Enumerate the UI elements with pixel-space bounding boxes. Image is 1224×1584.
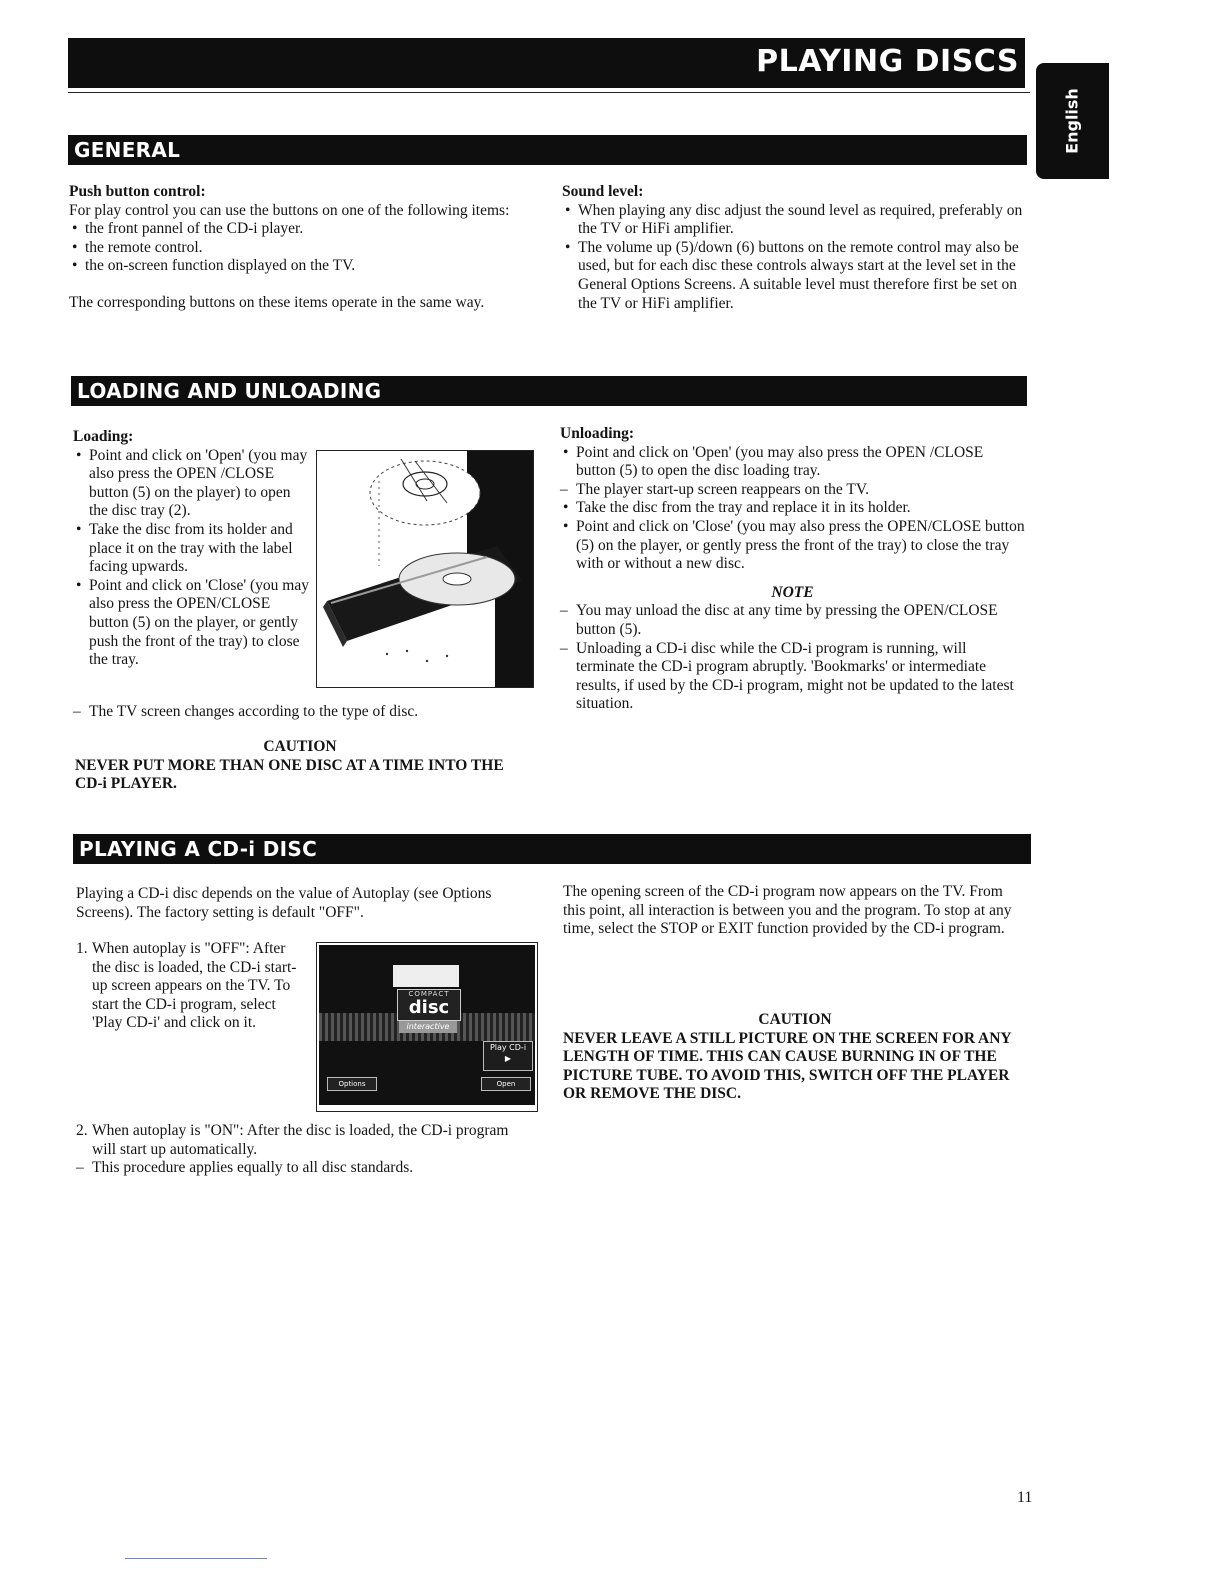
- general-right-column: [562, 183, 1030, 313]
- autoplay-on-step: [76, 1122, 536, 1178]
- opening-screen-text: The opening screen of the CD-i program now appears on the TV. From this point, all interaction is between you and the program. To stop at any time, select the STOP or EXIT function provided by the CD-i program.: [563, 883, 1012, 938]
- step-text: When autoplay is "ON": After the disc is loaded, the CD-i program will start up automatically.: [92, 1122, 509, 1158]
- language-label: English: [1062, 88, 1082, 154]
- section-header-playing: [73, 834, 1031, 864]
- list-item: • Point and click on 'Close' (you may also press the OPEN/CLOSE button (5) on the player, or gently push the front of the tray) to close the tray.: [73, 577, 313, 670]
- list-item: • The volume up (5)/down (6) buttons on the remote control may also be used, but for each disc these controls always start at the level set in the General Options Screens. A suitable level must therefore first be set on the TV or HiFi amplifier.: [562, 239, 1030, 313]
- play-icon: ▶: [504, 1054, 512, 1063]
- logo-top-text: COMPACT: [408, 990, 450, 998]
- unloading-title: Unloading:: [560, 425, 635, 442]
- note-title: NOTE: [771, 583, 814, 601]
- section-title: GENERAL: [74, 138, 181, 162]
- playing-caution: [563, 1011, 1027, 1104]
- procedure-note: [76, 1159, 536, 1178]
- playing-intro-text: Playing a CD-i disc depends on the value of Autoplay (see Options Screens). The factory setting is default "OFF".: [76, 885, 492, 921]
- playing-right-column: [563, 883, 1027, 939]
- disc-tray-drawing: [317, 451, 533, 687]
- logo-text: disc: [408, 997, 450, 1018]
- cdi-startup-screen: [316, 942, 538, 1112]
- screen-title-box: [393, 965, 459, 987]
- screen-area: [319, 945, 535, 1105]
- options-button[interactable]: Options: [327, 1077, 377, 1091]
- logo-subtitle: interactive: [399, 1021, 457, 1033]
- list-item: • Take the disc from the tray and replace it in its holder.: [560, 499, 1025, 518]
- open-button[interactable]: Open: [481, 1077, 531, 1091]
- caution-title: CAUTION: [263, 738, 337, 755]
- section-header-general: [68, 135, 1027, 165]
- section-header-loading: [71, 376, 1027, 406]
- list-item: • the on-screen function displayed on the TV.: [69, 257, 539, 276]
- loading-caution: [75, 738, 525, 794]
- caution-text: NEVER LEAVE A STILL PICTURE ON THE SCREEN FOR ANY LENGTH OF TIME. THIS CAN CAUSE BURNING IN OF THE PICTURE TUBE. TO AVOID THIS, SWITCH OFF THE PLAYER OR REMOVE THE DISC.: [563, 1029, 1012, 1103]
- general-left-column: [69, 183, 539, 313]
- control-items-list: [69, 220, 539, 276]
- step-number: 2.: [76, 1122, 88, 1139]
- list-item: – Unloading a CD-i disc while the CD-i program is running, will terminate the CD-i program abruptly. 'Bookmarks' or intermediate results, if used by the CD-i program, might not be updated to the latest situation.: [560, 640, 1025, 714]
- push-button-intro: For play control you can use the buttons on one of the following items:: [69, 201, 510, 219]
- note-list: [560, 602, 1025, 714]
- list-item: – The player start-up screen reappears on the TV.: [560, 481, 1025, 500]
- loading-dash-note: [73, 703, 533, 722]
- play-cdi-button[interactable]: [483, 1041, 533, 1071]
- sound-level-list: [562, 202, 1030, 314]
- disc-tray-illustration: [316, 450, 534, 688]
- loading-steps: [73, 447, 313, 670]
- step-text: When autoplay is "OFF": After the disc is loaded, the CD-i start-up screen appears on the TV. To start the CD-i program, select 'Play CD-i' and click on it.: [92, 940, 297, 1032]
- section-title: PLAYING A CD-i DISC: [79, 837, 318, 861]
- list-item: • Point and click on 'Close' (you may also press the OPEN/CLOSE button (5) on the player, or gently press the front of the tray) to close the tray with or without a new disc.: [560, 518, 1025, 574]
- autoplay-off-step: [76, 940, 308, 1033]
- compact-disc-logo: [397, 989, 461, 1021]
- list-item: – You may unload the disc at any time by pressing the OPEN/CLOSE button (5).: [560, 602, 1025, 639]
- playing-intro: [76, 885, 516, 922]
- list-item: • the remote control.: [69, 239, 539, 258]
- step-number: 1.: [76, 940, 88, 957]
- push-button-closing: The corresponding buttons on these items operate in the same way.: [69, 293, 485, 311]
- list-item: • Point and click on 'Open' (you may also press the OPEN /CLOSE button (5) to open the disc loading tray.: [560, 444, 1025, 481]
- list-item: • When playing any disc adjust the sound level as required, preferably on the TV or HiFi amplifier.: [562, 202, 1030, 239]
- unloading-column: [560, 425, 1025, 714]
- sound-level-title: Sound level:: [562, 183, 644, 200]
- list-item: • Take the disc from its holder and place it on the tray with the label facing upwards.: [73, 521, 313, 577]
- footer-rule: [125, 1558, 267, 1559]
- list-item: • the front pannel of the CD-i player.: [69, 220, 539, 239]
- caution-title: CAUTION: [758, 1011, 832, 1028]
- page-title: PLAYING DISCS: [756, 44, 1019, 79]
- list-item: – The TV screen changes according to the type of disc.: [73, 703, 533, 722]
- language-tab: [1036, 63, 1109, 179]
- list-item: – This procedure applies equally to all disc standards.: [76, 1159, 536, 1178]
- header-rule: [68, 92, 1030, 93]
- unloading-steps: [560, 444, 1025, 574]
- push-button-title: Push button control:: [69, 183, 206, 200]
- caution-text: NEVER PUT MORE THAN ONE DISC AT A TIME INTO THE CD-i PLAYER.: [75, 756, 504, 793]
- loading-left-column: [73, 428, 313, 670]
- section-title: LOADING AND UNLOADING: [77, 379, 382, 403]
- list-item: • Point and click on 'Open' (you may also press the OPEN /CLOSE button (5) on the player) to open the disc tray (2).: [73, 447, 313, 521]
- play-cdi-label: Play CD-i: [489, 1043, 527, 1052]
- loading-title: Loading:: [73, 428, 134, 445]
- page-number: 11: [1017, 1489, 1033, 1506]
- page-title-bar: [68, 38, 1025, 88]
